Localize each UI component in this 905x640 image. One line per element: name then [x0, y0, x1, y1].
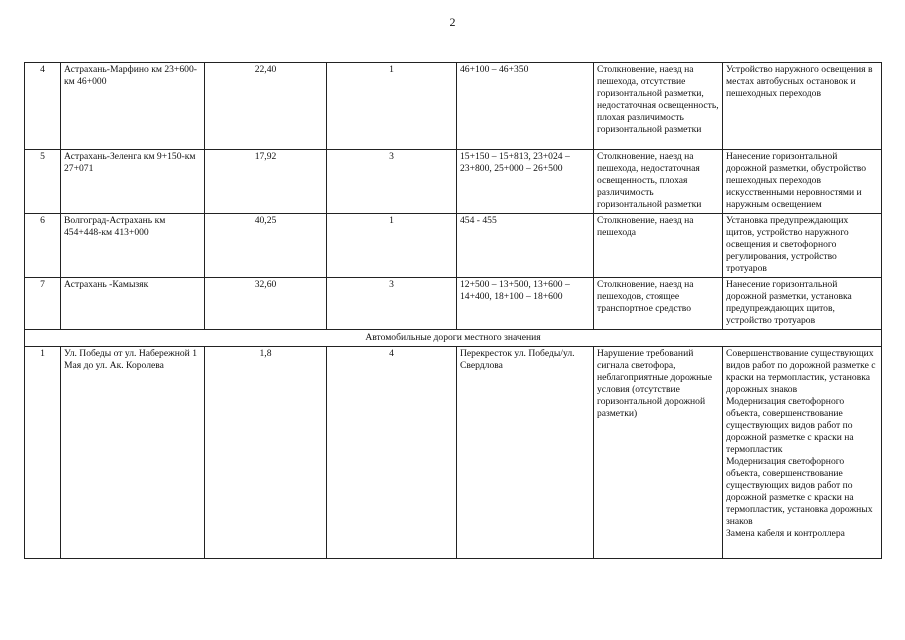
road-safety-table [24, 62, 882, 559]
row-number: 7 [25, 278, 61, 330]
road-name: Астрахань -Камызяк [61, 278, 205, 330]
table-row [25, 63, 882, 150]
safety-measures: Устройство наружного освещения в местах автобусных остановок и пешеходных переходов [723, 63, 882, 150]
measure-item: Замена кабеля и контроллера [726, 527, 845, 539]
accident-cause: Столкновение, наезд на пешехода, недостаточная освещенность, плохая различимость горизонтальной разметки [594, 150, 723, 214]
accident-location: 12+500 – 13+500, 13+600 – 14+400, 18+100 – 18+600 [457, 278, 594, 330]
table-row [25, 278, 882, 330]
row-number: 6 [25, 214, 61, 278]
road-length: 22,40 [205, 63, 327, 150]
section-title: Автомобильные дороги местного значения [25, 330, 882, 347]
accident-cause: Столкновение, наезд на пешехода, отсутствие горизонтальной разметки, недостаточная освещенность, плохая различимость горизонтальной разметки [594, 63, 723, 150]
measure-item: Совершенствование существующих видов работ по дорожной разметке с краски на термопластик, установка дорожных знаков [726, 347, 876, 395]
accident-cause: Столкновение, наезд на пешеходов, стоящее транспортное средство [594, 278, 723, 330]
measure-item: Модернизация светофорного объекта, совершенствование существующих видов работ по дорожной разметке с краски на термопластик, установка дорожных знаков [726, 455, 873, 527]
accident-location: 454 - 455 [457, 214, 594, 278]
accident-count: 3 [327, 150, 457, 214]
accident-count: 1 [327, 214, 457, 278]
section-header-row [25, 330, 882, 347]
accident-count: 3 [327, 278, 457, 330]
accident-cause: Столкновение, наезд на пешехода [594, 214, 723, 278]
road-name: Волгоград-Астрахань км 454+448-км 413+000 [61, 214, 205, 278]
road-length: 1,8 [205, 346, 327, 558]
page-number: 2 [449, 15, 456, 29]
table-row [25, 346, 882, 558]
safety-measures: Установка предупреждающих щитов, устройство наружного освещения и светофорного регулирования, устройство тротуаров [723, 214, 882, 278]
row-number: 1 [25, 346, 61, 558]
row-number: 5 [25, 150, 61, 214]
safety-measures: Нанесение горизонтальной дорожной разметки, установка предупреждающих щитов, устройство тротуаров [723, 278, 882, 330]
road-length: 32,60 [205, 278, 327, 330]
table-row [25, 214, 882, 278]
accident-count: 1 [327, 63, 457, 150]
road-name: Астрахань-Марфино км 23+600-км 46+000 [61, 63, 205, 150]
accident-location: 46+100 – 46+350 [457, 63, 594, 150]
road-name: Астрахань-Зеленга км 9+150-км 27+071 [61, 150, 205, 214]
road-length: 40,25 [205, 214, 327, 278]
safety-measures: Нанесение горизонтальной дорожной разметки, обустройство пешеходных переходов искусственными неровностями и наружным освещением [723, 150, 882, 214]
safety-measures [723, 346, 882, 558]
road-length: 17,92 [205, 150, 327, 214]
accident-count: 4 [327, 346, 457, 558]
measure-item: Модернизация светофорного объекта, совершенствование существующих видов работ по дорожной разметке с краски на термопластик [726, 395, 854, 455]
accident-location: 15+150 – 15+813, 23+024 – 23+800, 25+000 – 26+500 [457, 150, 594, 214]
accident-cause: Нарушение требований сигнала светофора, неблагоприятные дорожные условия (отсутствие горизонтальной дорожной разметки) [594, 346, 723, 558]
table-row [25, 150, 882, 214]
accident-location: Перекресток ул. Победы/ул. Свердлова [457, 346, 594, 558]
road-name: Ул. Победы от ул. Набережной 1 Мая до ул. Ак. Королева [61, 346, 205, 558]
row-number: 4 [25, 63, 61, 150]
